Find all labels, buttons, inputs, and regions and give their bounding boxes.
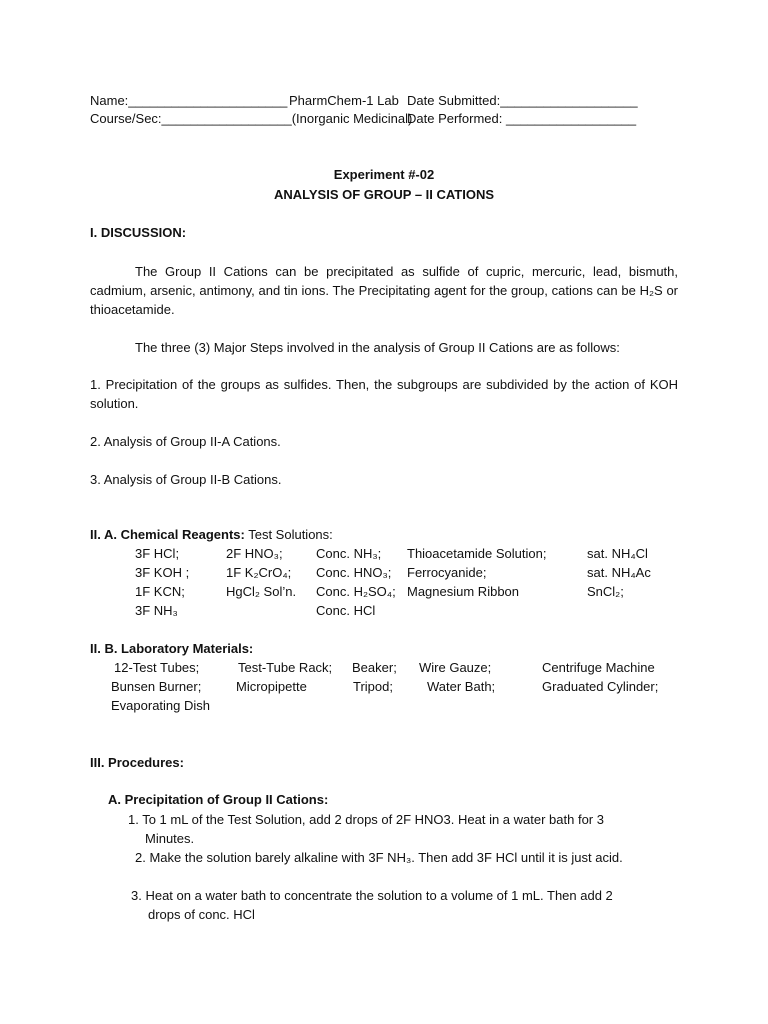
- discussion-heading: I. DISCUSSION:: [90, 225, 187, 240]
- reagent-item: 1F KCN;: [135, 584, 185, 599]
- date-performed-field: [407, 111, 636, 126]
- procedure-step-3: 3. Heat on a water bath to concentrate the solution to a volume of 1 mL. Then add 2: [131, 888, 613, 903]
- material-item: Bunsen Burner;: [111, 679, 202, 694]
- date-performed-label: Date Performed:: [407, 111, 503, 126]
- material-item: Centrifuge Machine: [542, 660, 655, 675]
- reagents-subheading: Test Solutions:: [244, 527, 333, 542]
- reagent-item: Ferrocyanide;: [407, 565, 487, 580]
- date-submitted-field: [407, 93, 638, 108]
- reagent-item: 3F KOH ;: [135, 565, 190, 580]
- experiment-number: Experiment #-02: [333, 167, 435, 182]
- course-sec-blank: __________________: [161, 111, 292, 126]
- reagent-item: 2F HNO₃;: [226, 546, 283, 561]
- procedure-step-2: 2. Make the solution barely alkaline with 3F NH₃. Then add 3F HCl until it is just acid.: [135, 850, 623, 865]
- material-item: Water Bath;: [427, 679, 496, 694]
- course-sec-label: Course/Sec:: [90, 111, 162, 126]
- material-item: Micropipette: [236, 679, 307, 694]
- course-subtitle: (Inorganic Medicinal): [291, 111, 413, 126]
- discussion-paragraph-1: The Group II Cations can be precipitated as sulfide of cupric, mercuric, lead, bismuth, cadmium, arsenic, antimony, and tin ions. The Precipitating agent for the group, cations can be H₂S or thioacetamide.: [90, 264, 678, 317]
- procedure-a-heading: A. Precipitation of Group II Cations:: [108, 792, 329, 807]
- step-1: 1. Precipitation of the groups as sulfides. Then, the subgroups are subdivided by the action of KOH solution.: [90, 377, 678, 411]
- course-label: PharmChem-1 Lab: [289, 93, 399, 108]
- course-sec-field: [90, 111, 412, 126]
- reagent-item: Conc. HNO₃;: [316, 565, 392, 580]
- procedures-heading: III. Procedures:: [90, 755, 184, 770]
- reagent-item: Magnesium Ribbon: [407, 584, 520, 599]
- material-item: Test-Tube Rack;: [238, 660, 333, 675]
- material-item: 12-Test Tubes;: [114, 660, 200, 675]
- reagents-heading: II. A. Chemical Reagents:: [90, 527, 245, 542]
- date-submitted-blank: ___________________: [500, 93, 638, 108]
- date-performed-blank: __________________: [506, 111, 637, 126]
- reagent-item: sat. NH₄Cl: [587, 546, 648, 561]
- step-3: 3. Analysis of Group II-B Cations.: [90, 472, 282, 487]
- material-item: Evaporating Dish: [111, 698, 210, 713]
- reagent-item: sat. NH₄Ac: [587, 565, 651, 580]
- experiment-title: ANALYSIS OF GROUP – II CATIONS: [273, 187, 495, 202]
- reagent-item: SnCl₂;: [587, 584, 624, 599]
- reagent-item: Conc. NH₃;: [316, 546, 382, 561]
- reagent-item: Conc. HCl: [316, 603, 376, 618]
- reagent-item: Conc. H₂SO₄;: [316, 584, 396, 599]
- reagent-item: 1F K₂CrO₄;: [226, 565, 292, 580]
- material-item: Graduated Cylinder;: [542, 679, 659, 694]
- procedure-step-1: 1. To 1 mL of the Test Solution, add 2 drops of 2F HNO3. Heat in a water bath for 3: [128, 812, 604, 827]
- step-2: 2. Analysis of Group II-A Cations.: [90, 434, 281, 449]
- name-field: [90, 93, 287, 108]
- reagent-item: Thioacetamide Solution;: [407, 546, 547, 561]
- material-item: Beaker;: [352, 660, 397, 675]
- name-label: Name:: [90, 93, 129, 108]
- material-item: Tripod;: [353, 679, 393, 694]
- procedure-step-3-continued: drops of conc. HCl: [148, 907, 255, 922]
- discussion-paragraph-2: The three (3) Major Steps involved in the analysis of Group II Cations are as follows:: [135, 340, 620, 355]
- reagent-item: 3F HCl;: [135, 546, 180, 561]
- reagent-item: 3F NH₃: [135, 603, 178, 618]
- reagent-item: HgCl₂ Sol’n.: [226, 584, 297, 599]
- materials-heading: II. B. Laboratory Materials:: [90, 641, 254, 656]
- material-item: Wire Gauze;: [419, 660, 492, 675]
- name-blank: ______________________: [128, 93, 288, 108]
- date-submitted-label: Date Submitted:: [407, 93, 501, 108]
- reagents-heading-line: [90, 527, 333, 542]
- procedure-step-1-continued: Minutes.: [145, 831, 195, 846]
